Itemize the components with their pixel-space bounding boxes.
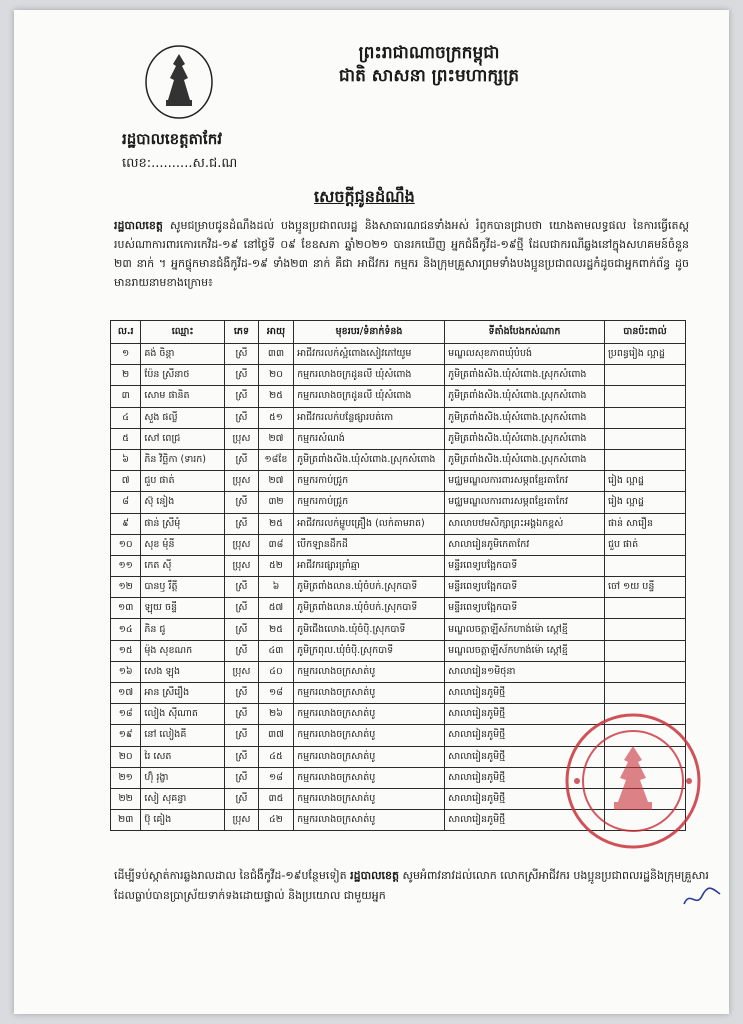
cell-contact [604,555,685,576]
table-row [111,661,686,682]
cell-age: ៣៧ [258,725,293,746]
cell-age: ៥២ [258,555,293,576]
cell-name: រៃ សេត [141,746,225,767]
cell-location: មន្ទីរពេទ្យបង្អែកបាទី [445,577,605,598]
cell-name: លៀង ស៊ីណាត [141,704,225,725]
intro-text: សូមជម្រាបជូនដំណឹងដល់ បងប្អូនប្រជាពលរដ្ឋ និងសាធារណជនទាំងអស់ រំឭកបានជ្រាបថា យោងតាមលទ្ធផល នៃការធ្វើតេស្តរបស់ណាការពារកោរកេវិដ-១៩ នៅថ្ងៃទី ០៩ ខែឧសភា ឆ្នាំ២០២១ បានរកឃើញ អ្នកជំងឺកូវីដ-១៩ថ្មី ដែលជាករណីឆ្លងនៅក្នុងសហគមន៍ចំនួន ២៣ នាក់ ។ អ្នកផ្ទុកមានជំងឺកូវីដ-១៩ ទាំង២៣ នាក់ គឺជា អាជីវករ កម្មករ និងក្រុមគ្រួសារព្រមទាំងបងប្អូនប្រជាពលរដ្ឋកំដូចជាអ្នកពាក់ព័ន្ធ ដូចមានរាយនាមខាងក្រោម៖ [114,219,689,289]
cell-sex: ស្រី [225,788,259,809]
notice-page [14,10,729,1014]
col-header-name: ឈ្មោះ [141,321,225,344]
table-row [111,471,686,492]
cell-name: សួង ផល្លី [141,407,225,428]
cell-location: ភូមិត្រពាំងសិង.ឃុំសំពោង.ស្រុកសំពោង [445,365,605,386]
cell-contact [604,640,685,661]
table-row [111,428,686,449]
cell-sex: ប្រុស [225,661,259,682]
cell-sex: ស្រី [225,449,259,470]
col-header-sex: ភេទ [225,321,259,344]
cell-no: ១៦ [111,661,141,682]
cell-occupation: កម្មករកាប់ជ្រូក [294,492,445,513]
cell-age: ៥៧ [258,598,293,619]
cell-no: ៩ [111,513,141,534]
table-row [111,365,686,386]
cell-name: ម៉ុង សុខណក [141,640,225,661]
cell-sex: ស្រី [225,746,259,767]
cell-no: ១៥ [111,640,141,661]
cell-contact [604,683,685,704]
cell-age: ៣៣ [258,344,293,365]
cell-contact: ជួប ផាត់ [604,534,685,555]
cell-occupation: ភូមិត្រពាំងលាន.ឃុំចំបក់.ស្រុកបាទី [294,598,445,619]
cell-location: ភូមិត្រពាំងសិង.ឃុំសំពោង.ស្រុកសំពោង [445,386,605,407]
cell-occupation: កម្មករលាងចក្រសាត់បូ [294,767,445,788]
cell-name: សៀ សុគន្ធា [141,788,225,809]
col-header-age: អាយុ [258,321,293,344]
cell-age: ៤៣ [258,640,293,661]
cell-occupation: កម្មករលាងចក្រសាត់បូ [294,704,445,725]
cell-location: មន្ទីរពេទ្យបង្អែកបាទី [445,555,605,576]
cell-sex: ស្រី [225,725,259,746]
cell-occupation: អាជីវករលក់ស្អំពោងសៀវភៅយូម [294,344,445,365]
cell-age: ៣៥ [258,788,293,809]
cell-location: មជ្ឈមណ្ឌលការពារសម្ភពខ្មែរតាកែវ [445,492,605,513]
cell-no: ១២ [111,577,141,598]
cell-name: នៅ លៀងគី [141,725,225,746]
cell-name: សៅ ពេជ្រ [141,428,225,449]
table-row [111,386,686,407]
col-header-location: ទីតាំងបែងកស់ណាក [445,321,605,344]
cell-no: ២១ [111,767,141,788]
cell-occupation: កម្មករកាប់ជ្រូក [294,471,445,492]
cell-no: ១ [111,344,141,365]
cell-no: ៤ [111,407,141,428]
cell-occupation: ភូមិត្រពាំងសិង.ឃុំសំពោង.ស្រុកសំពោង [294,449,445,470]
cell-age: ២៧ [258,471,293,492]
cell-sex: ស្រី [225,640,259,661]
cell-occupation: កម្មករលាងចក្រសាត់បូ [294,683,445,704]
cell-sex: ប្រុស [225,810,259,831]
kingdom-name: ព្រះរាជាណាចក្រកម្ពុជា [358,43,500,63]
issuing-authority: រដ្ឋបាលខេត្តតាកែវ [122,130,222,148]
cell-contact [604,407,685,428]
cell-no: ២២ [111,788,141,809]
reference-number: លេខ:..........ស.ជ.ណ [122,156,238,171]
cell-age: ១៨ខែ [258,449,293,470]
cell-sex: ស្រី [225,767,259,788]
cell-location: សាលារៀន១មិថុនា [445,661,605,682]
cell-sex: ស្រី [225,492,259,513]
table-row [111,683,686,704]
cell-contact [604,619,685,640]
cell-contact: រៀង ល្អាដ្ឋ [604,471,685,492]
cell-sex: ស្រី [225,344,259,365]
cell-name: ភិន វិច្ឆិកា (ទារក) [141,449,225,470]
cell-age: ៥១ [258,407,293,428]
cell-occupation: កម្មករលាងចក្រសាត់បូ [294,810,445,831]
cell-name: សុខ មុំនី [141,534,225,555]
cell-contact [604,661,685,682]
cell-sex: ស្រី [225,513,259,534]
cell-location: សាលាបឋមសិក្សាព្រះអង្គឯកខ្ពស់ [445,513,605,534]
cell-no: ២ [111,365,141,386]
cell-location: ភូមិត្រពាំងសិង.ឃុំសំពោង.ស្រុកសំពោង [445,407,605,428]
cell-no: ១១ [111,555,141,576]
cell-age: ៤៥ [258,746,293,767]
cell-age: ២០ [258,365,293,386]
cell-occupation: អាជីវករលក់ម្ហូបគ្រឿង (លក់តាមរាត) [294,513,445,534]
cell-location: មណ្ឌលចត្តាឡីស័កហាង់ម៉ោ ស្តៅខ្មី [445,619,605,640]
cell-sex: ប្រុស [225,555,259,576]
cell-occupation: អាជីវករផ្សារព្រាំឆ្មា [294,555,445,576]
cell-contact [604,365,685,386]
cell-location: មណ្ឌលចត្តាឡីស័កហាង់ម៉ោ ស្តៅខ្មី [445,640,605,661]
cell-name: បានឫ រឹត្តី [141,577,225,598]
cell-contact [604,386,685,407]
cell-sex: ស្រី [225,598,259,619]
intro-lead: រដ្ឋបាលខេត្ត [114,219,163,232]
cell-no: ២៣ [111,810,141,831]
cell-location: ភូមិត្រពាំងសិង.ឃុំសំពោង.ស្រុកសំពោង [445,449,605,470]
cell-contact: ប្រពន្ធរៀង ល្អាដ្ឋ [604,344,685,365]
cell-contact [604,449,685,470]
cell-occupation: អាជីវករលក់បន្លែផ្សារបត់កោ [294,407,445,428]
cell-sex: ប្រុស [225,471,259,492]
cell-age: ២៥ [258,619,293,640]
cell-sex: ស្រី [225,683,259,704]
cell-location: មជ្ឈមណ្ឌលការពារសម្ភពខ្មែរតាកែវ [445,471,605,492]
cell-occupation: កម្មករសំណង់ [294,428,445,449]
cell-location: សាលារៀនភូមិថ្មី [445,810,605,831]
national-motto: ជាតិ សាសនា ព្រះមហាក្សត្រ [338,66,520,86]
cell-occupation: បើកឡានដឹកដី [294,534,445,555]
cell-no: ៦ [111,449,141,470]
cell-location: ភូមិត្រពាំងសិង.ឃុំសំពោង.ស្រុកសំពោង [445,428,605,449]
cell-occupation: កម្មករលាងចក្រដូនលី ឃុំសំពោង [294,365,445,386]
table-row [111,619,686,640]
table-row [111,344,686,365]
cell-location: សាលារៀនភូមិថ្មី [445,767,605,788]
cell-name: សោម ផានិត [141,386,225,407]
cell-age: ៣៨ [258,534,293,555]
cell-occupation: ភូមិត្រពាំងលាន.ឃុំចំបក់.ស្រុកបាទី [294,577,445,598]
cell-sex: ប្រុស [225,428,259,449]
cell-sex: ស្រី [225,577,259,598]
closing-paragraph [114,866,714,906]
cell-contact: រៀង ល្អាដ្ឋ [604,492,685,513]
cell-name: ជួប ផាត់ [141,471,225,492]
cell-name: ស៊ុ នៀង [141,492,225,513]
cell-name: សេង ឡុង [141,661,225,682]
intro-paragraph [114,216,689,292]
table-row [111,555,686,576]
cell-occupation: កម្មករលាងចក្រសាត់បូ [294,746,445,767]
table-header-row [111,321,686,344]
closing-text-a: ដើម្បីទប់ស្កាត់ការឆ្លងរាលដាល នៃជំងឺកូវីដ-១៩បន្ថែមទៀត [114,869,347,882]
cell-age: ១៨ [258,683,293,704]
cell-name: គង់ ចិន្តា [141,344,225,365]
cell-name: កេត ស៊ី [141,555,225,576]
table-row [111,513,686,534]
cell-contact [604,598,685,619]
cell-no: ៥ [111,428,141,449]
cell-sex: ស្រី [225,704,259,725]
cell-location: សាលារៀនភូមិថ្មី [445,725,605,746]
cell-location: មណ្ឌលសុខភាពឃុំបំបង់ [445,344,605,365]
cell-occupation: កម្មករលាងចក្រសាត់បូ [294,788,445,809]
table-row [111,577,686,598]
cell-no: ២០ [111,746,141,767]
table-row [111,449,686,470]
cell-name: ប៉ែន ស្រីនាថ [141,365,225,386]
cell-occupation: កម្មករលាងចក្រសាត់បូ [294,661,445,682]
cell-contact: ចៅ ១យ បន្ទី [604,577,685,598]
document-title: សេចក្ដីជូនដំណឹង [314,187,415,206]
cell-sex: ប្រុស [225,534,259,555]
cell-no: ១០ [111,534,141,555]
cell-name: អាន ស្រីរឿង [141,683,225,704]
cell-location: សាលារៀនភូមិថ្មី [445,704,605,725]
table-row [111,598,686,619]
cell-age: ៦ [258,577,293,598]
cell-age: ១៨ [258,767,293,788]
cell-name: ឡុយ ចន្ទី [141,598,225,619]
col-header-contact: បានប៉ះពាល់ [604,321,685,344]
provincial-emblem-icon [144,44,214,120]
table-row [111,492,686,513]
kingdom-heading [264,42,594,88]
cell-no: ៧ [111,471,141,492]
cell-age: ២៥ [258,513,293,534]
cell-name: ហ៊ុំ រុង្ខា [141,767,225,788]
cell-sex: ស្រី [225,619,259,640]
cell-no: ១៤ [111,619,141,640]
cell-sex: ស្រី [225,386,259,407]
cell-contact: ផាន់ សារឿន [604,513,685,534]
cell-age: ៤២ [258,810,293,831]
cell-sex: ស្រី [225,365,259,386]
cell-location: សាលារៀនភូមិថ្មី [445,788,605,809]
cell-occupation: ភូមិក្រពុល.ឃុំចំប៉ិ.ស្រុកបាទី [294,640,445,661]
cell-age: ៤០ [258,661,293,682]
cell-contact [604,428,685,449]
cell-occupation: កម្មករលាងចក្រដូនលី ឃុំសំពោង [294,386,445,407]
closing-lead: រដ្ឋបាលខេត្ត [350,869,400,882]
cell-age: ២៧ [258,428,293,449]
table-row [111,640,686,661]
cell-no: ១៣ [111,598,141,619]
table-row [111,534,686,555]
cell-no: ៣ [111,386,141,407]
cell-occupation: កម្មករលាងចក្រសាត់បូ [294,725,445,746]
cell-location: សាលារៀនភូមិថ្មី [445,746,605,767]
cell-location: សាលារៀនភូមិកេតាកែវ [445,534,605,555]
col-header-occupation: មុខរបរ/ទំនាក់ទំនង [294,321,445,344]
handwritten-signature [682,886,722,910]
cell-no: ១៧ [111,683,141,704]
table-row [111,407,686,428]
cell-no: ១៨ [111,704,141,725]
cell-age: ២៦ [258,704,293,725]
cell-name: ផាន់ ស្រីមុំ [141,513,225,534]
cell-no: ១៩ [111,725,141,746]
cell-no: ៨ [111,492,141,513]
cell-location: មន្ទីរពេទ្យបង្អែកបាទី [445,598,605,619]
cell-name: ភិន ជូ [141,619,225,640]
cell-location: សាលារៀនភូមិថ្មី [445,683,605,704]
official-seal-stamp [562,710,704,852]
cell-name: ប៊ុ គៀង [141,810,225,831]
cell-sex: ស្រី [225,407,259,428]
closing-text-b: សូមអំពាវនាវដល់លោក លោកស្រីអាជីវករ បងប្អូនប្រជាពលរដ្ឋនិងក្រុមគ្រួសារដែលធ្លាប់បានប្រាស្រ័យទាក់ទងដោយផ្ទាល់ និងប្រយោល ជាមួយអ្នក [114,869,709,902]
cell-age: ៣២ [258,492,293,513]
cell-occupation: ភូមិជើងលោង.ឃុំចំប៉ិ.ស្រុកបាទី [294,619,445,640]
col-header-no: ល.រ [111,321,141,344]
cell-age: ២៥ [258,386,293,407]
